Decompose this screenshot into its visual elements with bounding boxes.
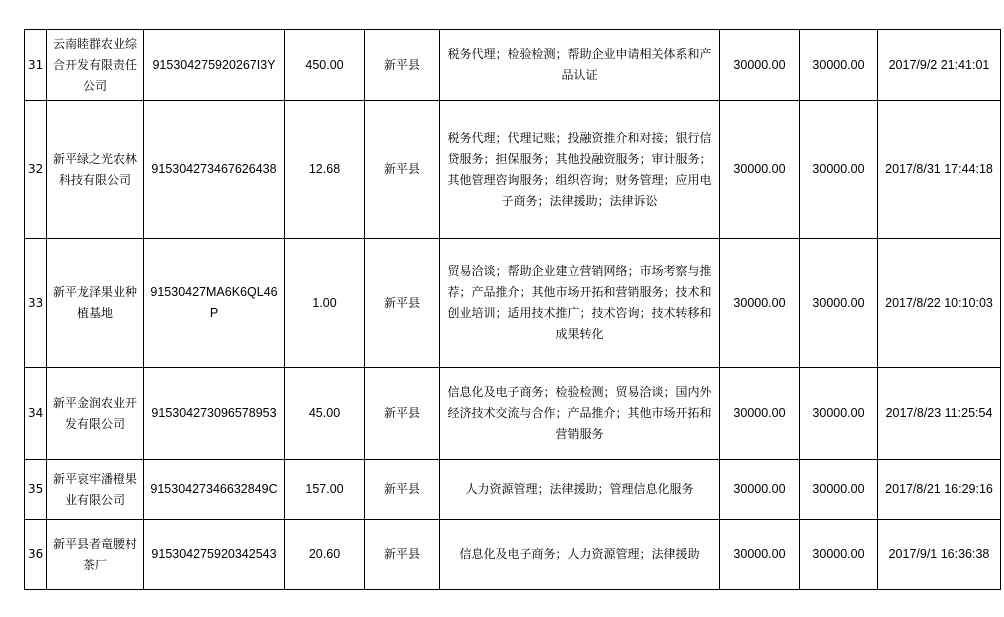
table-row bbox=[25, 520, 1001, 590]
row-number: 33 bbox=[25, 239, 47, 368]
credit-code: 915304273096578953 bbox=[144, 368, 285, 460]
amount: 12.68 bbox=[285, 101, 365, 239]
table-row bbox=[25, 30, 1001, 101]
county: 新平县 bbox=[365, 101, 440, 239]
value-a: 30000.00 bbox=[720, 368, 800, 460]
value-a: 30000.00 bbox=[720, 239, 800, 368]
company-name: 新平县者竜腰村茶厂 bbox=[47, 520, 144, 590]
table-row bbox=[25, 368, 1001, 460]
row-number: 35 bbox=[25, 460, 47, 520]
company-name: 新平龙泽果业种植基地 bbox=[47, 239, 144, 368]
value-b: 30000.00 bbox=[800, 239, 878, 368]
services: 人力资源管理；法律援助；管理信息化服务 bbox=[440, 460, 720, 520]
value-b: 30000.00 bbox=[800, 368, 878, 460]
county: 新平县 bbox=[365, 520, 440, 590]
company-name: 新平哀牢潘橙果业有限公司 bbox=[47, 460, 144, 520]
value-b: 30000.00 bbox=[800, 520, 878, 590]
timestamp: 2017/8/21 16:29:16 bbox=[878, 460, 1001, 520]
services: 贸易洽谈；帮助企业建立营销网络；市场考察与推荐；产品推介；其他市场开拓和营销服务；技术和创业培训；适用技术推广；技术咨询；技术转移和成果转化 bbox=[440, 239, 720, 368]
timestamp: 2017/8/31 17:44:18 bbox=[878, 101, 1001, 239]
timestamp: 2017/8/23 11:25:54 bbox=[878, 368, 1001, 460]
services: 信息化及电子商务；检验检测；贸易洽谈；国内外经济技术交流与合作；产品推介；其他市场开拓和营销服务 bbox=[440, 368, 720, 460]
county: 新平县 bbox=[365, 30, 440, 101]
credit-code: 91530427MA6K6QL46P bbox=[144, 239, 285, 368]
value-a: 30000.00 bbox=[720, 460, 800, 520]
timestamp: 2017/9/1 16:36:38 bbox=[878, 520, 1001, 590]
value-b: 30000.00 bbox=[800, 460, 878, 520]
services: 信息化及电子商务；人力资源管理；法律援助 bbox=[440, 520, 720, 590]
credit-code: 915304275920342543 bbox=[144, 520, 285, 590]
company-name: 新平金润农业开发有限公司 bbox=[47, 368, 144, 460]
row-number: 36 bbox=[25, 520, 47, 590]
table-row bbox=[25, 460, 1001, 520]
county: 新平县 bbox=[365, 368, 440, 460]
company-name: 新平绿之光农林科技有限公司 bbox=[47, 101, 144, 239]
row-number: 31 bbox=[25, 30, 47, 101]
value-a: 30000.00 bbox=[720, 30, 800, 101]
amount: 45.00 bbox=[285, 368, 365, 460]
value-b: 30000.00 bbox=[800, 101, 878, 239]
county: 新平县 bbox=[365, 239, 440, 368]
amount: 157.00 bbox=[285, 460, 365, 520]
table-row bbox=[25, 101, 1001, 239]
value-b: 30000.00 bbox=[800, 30, 878, 101]
amount: 450.00 bbox=[285, 30, 365, 101]
table-row bbox=[25, 239, 1001, 368]
credit-code: 915304273467626438 bbox=[144, 101, 285, 239]
credit-code: 91530427346632849C bbox=[144, 460, 285, 520]
value-a: 30000.00 bbox=[720, 520, 800, 590]
timestamp: 2017/9/2 21:41:01 bbox=[878, 30, 1001, 101]
company-name: 云南睦群农业综合开发有限责任公司 bbox=[47, 30, 144, 101]
services: 税务代理；检验检测；帮助企业申请相关体系和产品认证 bbox=[440, 30, 720, 101]
amount: 20.60 bbox=[285, 520, 365, 590]
row-number: 32 bbox=[25, 101, 47, 239]
row-number: 34 bbox=[25, 368, 47, 460]
value-a: 30000.00 bbox=[720, 101, 800, 239]
credit-code: 915304275920267I3Y bbox=[144, 30, 285, 101]
county: 新平县 bbox=[365, 460, 440, 520]
enterprise-service-table bbox=[24, 29, 1001, 590]
amount: 1.00 bbox=[285, 239, 365, 368]
services: 税务代理；代理记账；投融资推介和对接；银行信贷服务；担保服务；其他投融资服务；审计服务；其他管理咨询服务；组织咨询；财务管理；应用电子商务；法律援助；法律诉讼 bbox=[440, 101, 720, 239]
timestamp: 2017/8/22 10:10:03 bbox=[878, 239, 1001, 368]
